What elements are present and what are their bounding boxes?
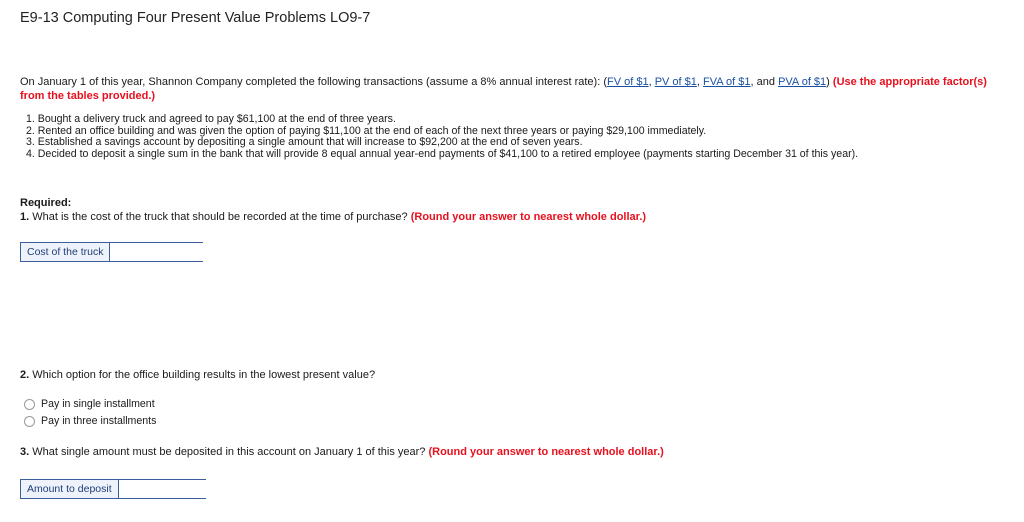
deposit-amount-field [20,479,206,499]
link-fv-table[interactable]: FV of $1 [607,76,649,88]
link-pva-table[interactable]: PVA of $1 [778,76,827,88]
question-1 [20,211,646,223]
intro-close: ) [826,76,833,88]
truck-cost-label: Cost of the truck [27,246,104,258]
question-instruction: (Round your answer to nearest whole dollar.) [410,211,647,223]
question-2 [20,369,375,381]
deposit-amount-input[interactable] [118,480,267,498]
question-number: 3. [20,446,30,458]
truck-cost-field [20,242,203,262]
page-title: E9-13 Computing Four Present Value Problems LO9-7 [20,10,371,26]
transaction-item: 4. Decided to deposit a single sum in the bank that will provide 8 equal annual year-end payments of $41,100 to a retired employee (payments starting December 31 of this year). [26,147,859,160]
truck-cost-input[interactable] [109,243,258,261]
option-single-installment[interactable] [24,398,155,410]
required-heading: Required: [20,197,72,209]
question-number: 1. [20,211,30,223]
question-number: 2. [20,369,30,381]
option-label: Pay in single installment [41,398,155,410]
radio-button[interactable] [24,416,35,427]
intro-instruction: (Use the appropriate factor(s) from the tables provided.) [20,76,987,102]
deposit-amount-label: Amount to deposit [27,483,112,495]
link-separator: , [648,76,655,88]
radio-button[interactable] [24,399,35,410]
question-instruction: (Round your answer to nearest whole dollar.) [428,446,664,458]
question-text: What single amount must be deposited in this account on January 1 of this year? [29,446,429,458]
transaction-item: 1. Bought a delivery truck and agreed to pay $61,100 at the end of three years. [26,113,396,125]
link-separator: , and [750,76,779,88]
link-separator: , [696,76,704,88]
option-three-installments[interactable] [24,415,156,427]
intro-text: On January 1 of this year, Shannon Company completed the following transactions (assume a 8% annual interest rate): ( [20,76,607,88]
link-pv-table[interactable]: PV of $1 [654,76,697,88]
transaction-item: 2. Rented an office building and was given the option of paying $11,100 at the end of each of the next three years or paying $29,100 immediately. [26,124,707,137]
link-fva-table[interactable]: FVA of $1 [703,76,751,88]
problem-intro [20,75,1005,103]
option-label: Pay in three installments [41,415,157,427]
question-text: What is the cost of the truck that should be recorded at the time of purchase? [29,211,411,223]
question-3 [20,446,664,458]
transaction-item: 3. Established a savings account by depositing a single amount that will increase to $92,200 at the end of seven years. [26,136,583,148]
question-text: Which option for the office building results in the lowest present value? [29,369,376,381]
transaction-list [26,114,1016,160]
